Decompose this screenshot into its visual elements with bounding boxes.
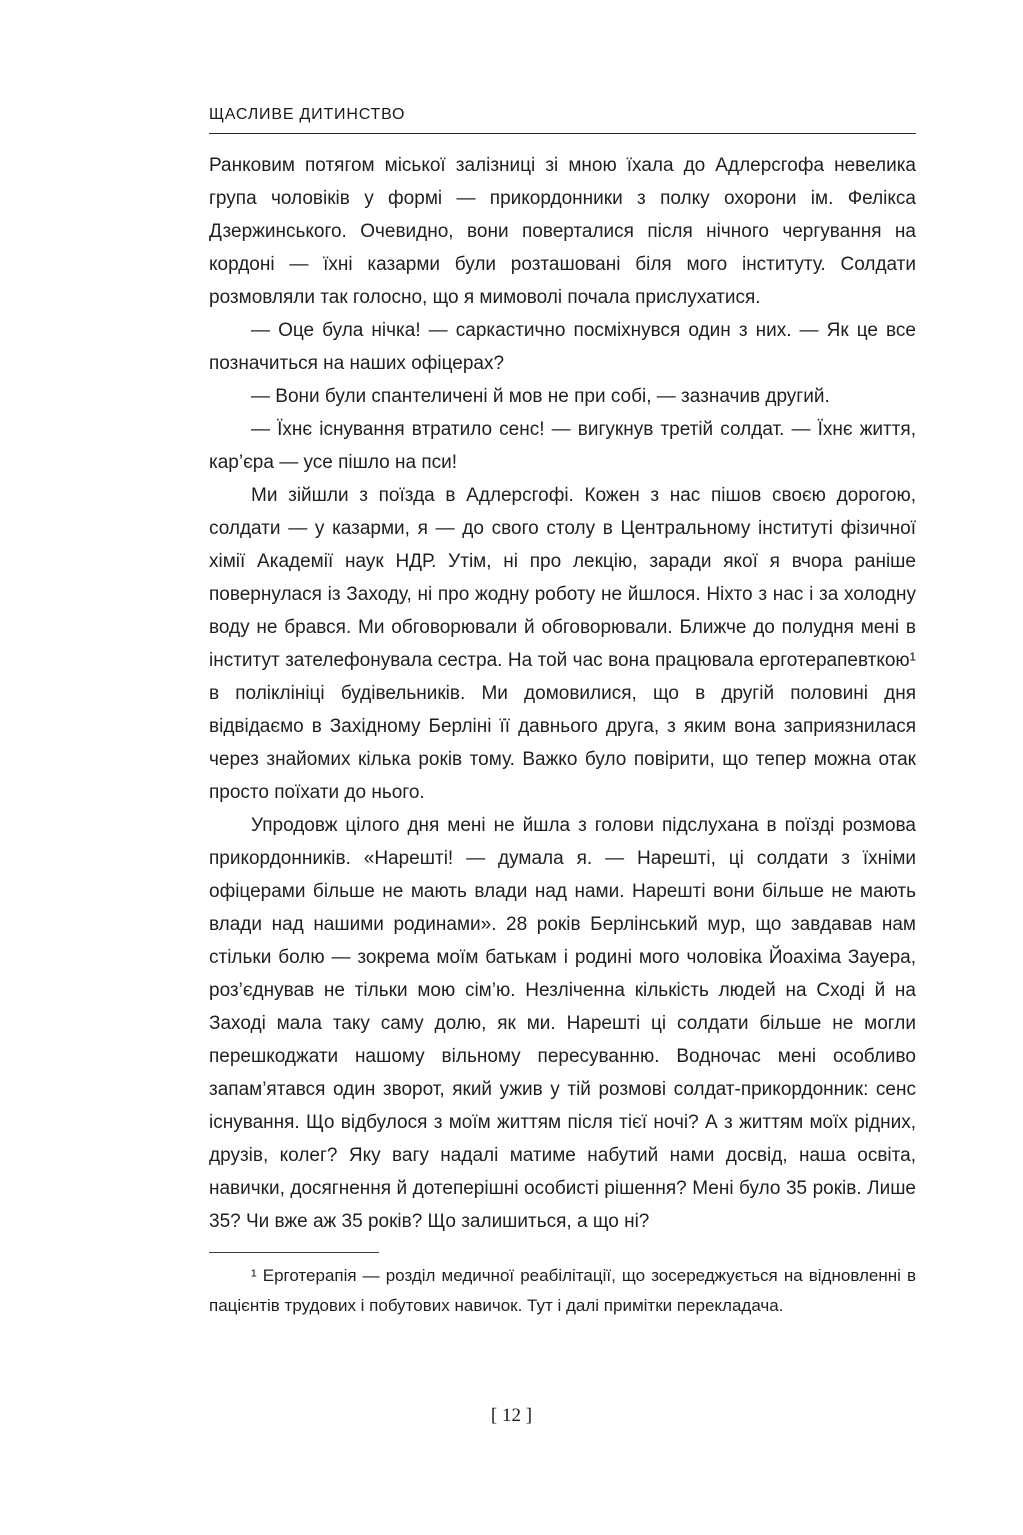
page-number: [ 12 ] <box>490 1405 533 1426</box>
paragraph: Упродовж цілого дня мені не йшла з голови підслухана в поїзді розмова прикордонників. «Нарешті! — думала я. — Нарешті, ці солдати з їхніми офіцерами більше не мають влади над нами. Нарешті вони більше не мають влади над нашими родинами». 28 років Берлінський мур, що завдавав нам стільки болю — зокрема моїм батькам і родині мого чоловіка Йоахіма Зауера, роз’єднував не тільки мою сім’ю. Незліченна кількість людей на Сході й на Заході мала таку саму долю, як ми. Нарешті ці солдати більше не могли перешкоджати нашому вільному пересуванню. Водночас мені особливо запам’ятався один зворот, який ужив у тій розмові солдат-прикордонник: сенс існування. Що відбулося з моїм життям після тієї ночі? А з життям моїх рідних, друзів, колег? Яку вагу надалі матиме набутий нами досвід, наша освіта, навички, досягнення й дотеперішні особисті рішення? Мені було 35 років. Лише 35? Чи вже аж 35 років? Що залишиться, а що ні? <box>209 815 916 1232</box>
footnote <box>209 1261 916 1321</box>
paragraph: Ранковим потягом міської залізниці зі мною їхала до Адлерсгофа невелика група чоловіків у формі — прикордонники з полку охорони ім. Фелікса Дзержинського. Очевидно, вони поверталися після нічного чергування на кордоні — їхні казарми були розташовані біля мого інституту. Солдати розмовляли так голосно, що я мимоволі почала прислухатися. <box>209 155 916 308</box>
paragraph: Ми зійшли з поїзда в Адлерсгофі. Кожен з нас пішов своєю дорогою, солдати — у казарми, я — до свого столу в Центральному інституті фізичної хімії Академії наук НДР. Утім, ні про лекцію, заради якої я вчора раніше повернулася із Заходу, ні про жодну роботу не йшлося. Ніхто з нас і за холодну воду не брався. Ми обговорювали й обговорювали. Ближче до полудня мені в інститут зателефонувала сестра. На той час вона працювала ерготерапевткою¹ в поліклініці будівельників. Ми домовилися, що в другій половині дня відвідаємо в Західному Берліні її давнього друга, з яким вона заприязнилася через знайомих кілька років тому. Важко було повірити, що тепер можна отак просто поїхати до нього. <box>209 485 916 803</box>
paragraph-dialogue: — Їхнє існування втратило сенс! — вигукнув третій солдат. — Їхнє життя, кар’єра — усе пішло на пси! <box>209 419 916 473</box>
footnote-text: ¹ Ерготерапія — розділ медичної реабілітації, що зосереджується на відновленні в пацієнтів трудових і побутових навичок. Тут і далі примітки перекладача. <box>209 1266 916 1315</box>
text-column <box>209 106 916 1321</box>
paragraph-dialogue: — Оце була нічка! — саркастично посміхнувся один з них. — Як це все позначиться на наших офіцерах? <box>209 320 916 374</box>
body-text <box>209 149 916 1238</box>
running-header: ЩАСЛИВЕ ДИТИНСТВО <box>209 106 916 134</box>
footnote-divider <box>209 1252 379 1253</box>
paragraph-dialogue: — Вони були спантеличені й мов не при собі, — зазначив другий. <box>251 386 830 407</box>
